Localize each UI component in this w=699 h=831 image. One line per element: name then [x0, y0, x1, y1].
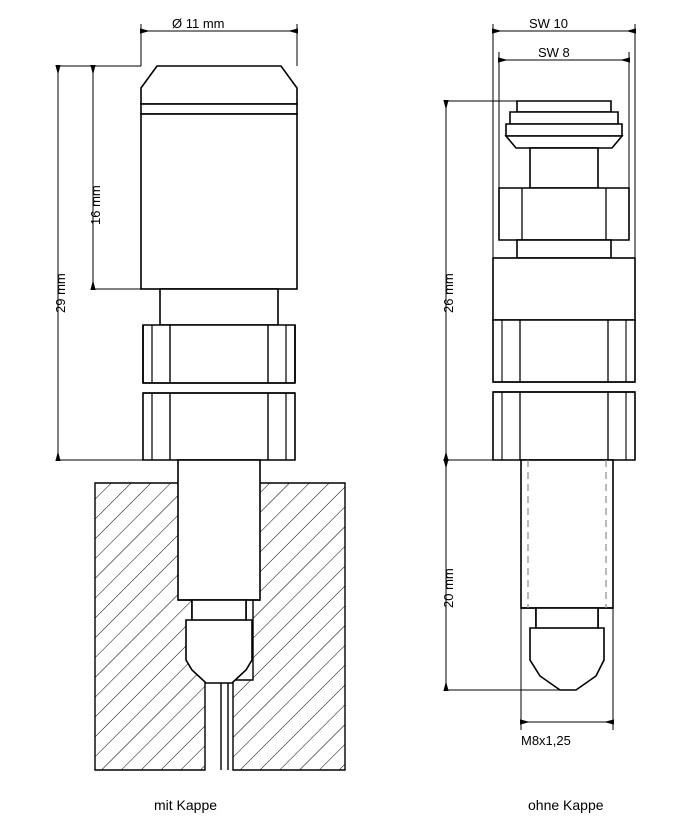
right-nipple-ring1 — [510, 112, 618, 124]
dim-label-total-height-right: 26 mm — [441, 273, 456, 313]
right-cone-collar — [536, 608, 598, 628]
dim-label-thread-spec: M8x1,25 — [521, 733, 571, 748]
left-cap-body — [141, 114, 297, 289]
caption-left-view: mit Kappe — [154, 797, 218, 813]
right-thread-shank — [521, 460, 613, 608]
right-nipple-ring3 — [506, 136, 622, 148]
left-thread-shank — [178, 460, 260, 600]
right-hex-2 — [493, 392, 635, 460]
dim-label-thread-length: 20 mm — [441, 568, 456, 608]
right-nipple-stem — [530, 148, 598, 188]
left-view-geometry — [95, 66, 345, 770]
left-hex-2-outline — [143, 393, 295, 460]
right-nipple-top — [517, 101, 611, 112]
right-view-geometry — [493, 101, 635, 690]
left-cap-top — [141, 66, 297, 104]
dim-label-diameter-cap: Ø 11 mm — [172, 16, 225, 31]
right-hex-sw8 — [499, 188, 629, 240]
dim-label-total-height-left: 29 mm — [53, 273, 68, 313]
dim-label-cap-height: 16 mm — [88, 185, 103, 225]
left-hex-1-outline — [143, 325, 295, 383]
right-nipple-ring2 — [506, 124, 622, 136]
left-cone-collar — [192, 600, 246, 620]
right-mid-collar-a — [517, 240, 611, 258]
right-mid-collar-b — [493, 258, 635, 320]
dim-label-wrench-large: SW 10 — [529, 16, 569, 31]
dim-label-wrench-small: SW 8 — [538, 45, 570, 60]
right-hex-1 — [493, 320, 635, 382]
left-upper-shaft — [160, 289, 278, 325]
left-cap-band — [141, 104, 297, 114]
caption-right-view: ohne Kappe — [528, 797, 604, 813]
